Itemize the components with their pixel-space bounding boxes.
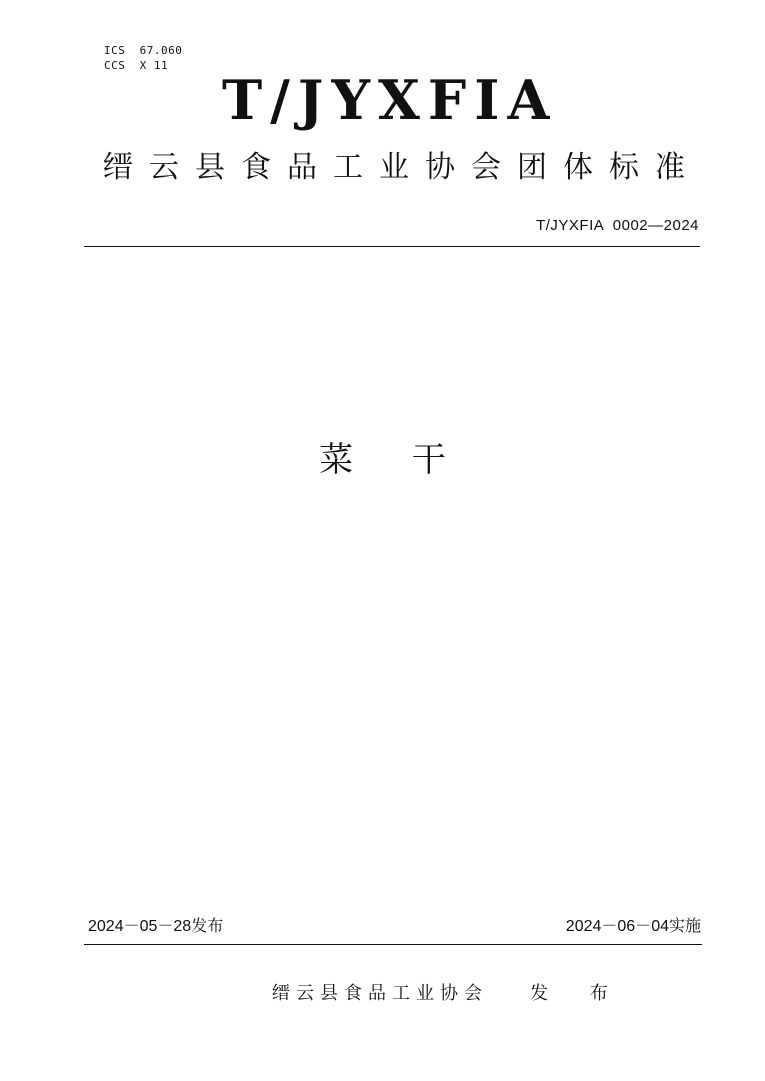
ccs-code: CCS X 11 [104,59,169,72]
publish-label: 发 布 [530,983,626,1004]
issue-date: 2024－05－28发布 [88,918,224,935]
standard-number: T/JYXFIA 0002—2024 [536,217,699,234]
classification-codes [104,43,182,73]
implementation-date: 2024－06－04实施 [565,918,701,935]
organization-standard-title: 缙云县食品工业协会团体标准 [103,150,701,185]
top-divider [84,246,700,247]
ics-code: ICS 67.060 [104,44,183,57]
document-title: 菜 干 [319,440,470,480]
publisher-name: 缙云县食品工业协会 [272,983,488,1004]
standard-brand-code: T/JYXFIA [222,68,558,132]
bottom-divider [84,944,702,945]
